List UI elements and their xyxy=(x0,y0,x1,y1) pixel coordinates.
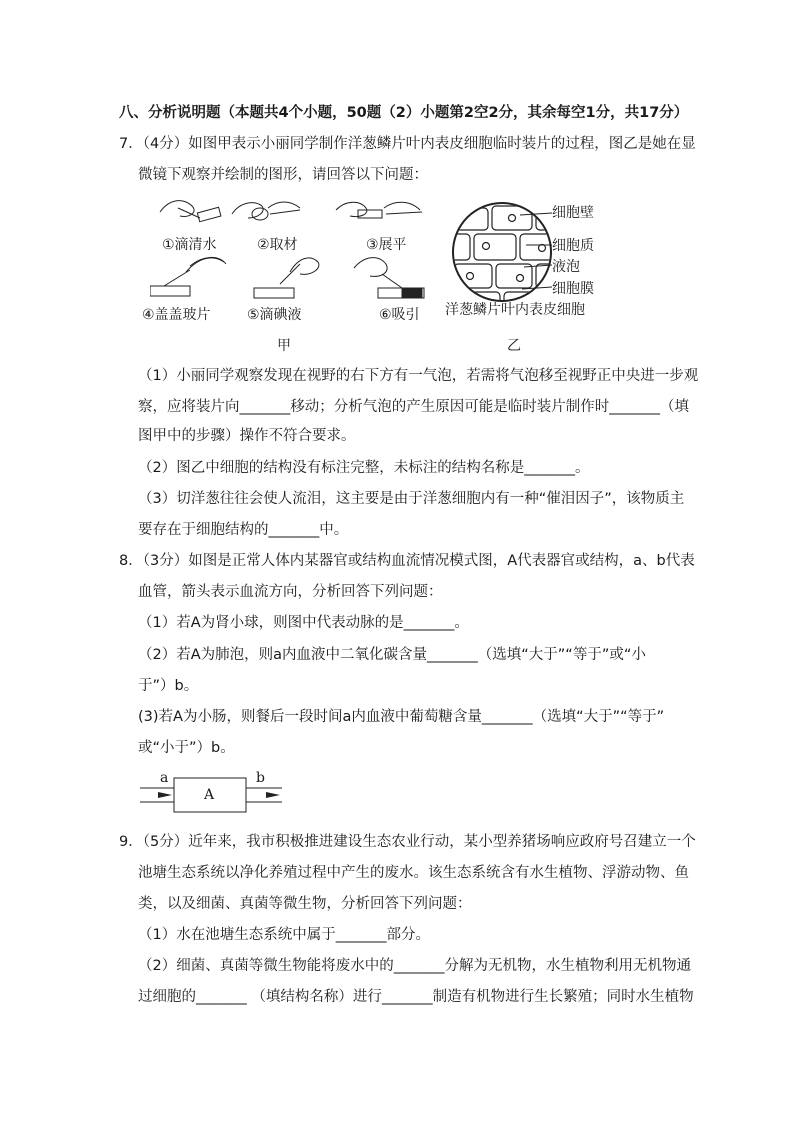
vessel-a-label: a xyxy=(160,770,169,786)
arrow-in-icon xyxy=(158,792,172,798)
q8-part2-line2: 于”）b。 xyxy=(138,678,199,694)
q9-part1: （1）水在池塘生态系统中属于_______部分。 xyxy=(138,927,430,943)
q8-stem-line2: 血管，箭头表示血流方向，分析回答下列问题： xyxy=(138,584,443,600)
step3-drawing xyxy=(336,202,422,218)
q9-stem-line3: 类，以及细菌、真菌等微生物，分析回答下列问题： xyxy=(138,896,472,912)
q7-stem-line2: 微镜下观察并绘制的图形，请回答以下问题： xyxy=(138,167,428,183)
step6-drawing xyxy=(354,258,424,298)
q7-part3-line2: 要存在于细胞结构的_______中。 xyxy=(138,522,349,538)
q8-part3-line1: (3)若A为小肠，则餐后一段时间a内血液中葡萄糖含量_______（选填“大于”“等于” xyxy=(138,709,665,725)
label-vacuole: 液泡 xyxy=(552,259,580,275)
vessel-b-label: b xyxy=(256,770,265,786)
step2-drawing xyxy=(232,202,300,220)
label-cytoplasm: 细胞质 xyxy=(552,238,594,254)
q7-part1-line1: （1）小丽同学观察发现在视野的右下方有一气泡，若需将气泡移至视野正中央进一步观 xyxy=(138,368,699,384)
q8-stem-line1: 8．（3分）如图是正常人体内某器官或结构血流情况模式图，A代表器官或结构，a、b代表 xyxy=(119,553,695,569)
step4-drawing xyxy=(150,257,226,296)
q8-part2-line1: （2）若A为肺泡，则a内血液中二氧化碳含量_______（选填“大于”“等于”或“小 xyxy=(138,647,646,663)
q9-part2-line2: 过细胞的_______ （填结构名称）进行_______制造有机物进行生长繁殖；同时水生植物 xyxy=(138,989,694,1005)
q9-stem-line2: 池塘生态系统以净化养殖过程中产生的废水。该生态系统含有水生植物、浮游动物、鱼 xyxy=(138,865,689,881)
step5-drawing xyxy=(254,258,319,298)
q7-part1-line2: 察，应将装片向_______移动；分析气泡的产生原因可能是临时装片制作时_______（填 xyxy=(138,399,689,415)
q7-stem-line1: 7．（4分）如图甲表示小丽同学制作洋葱鳞片叶内表皮细胞临时装片的过程，图乙是她在显 xyxy=(119,136,696,152)
step-label-2: ②取材 xyxy=(257,237,298,253)
step-label-1: ①滴清水 xyxy=(162,237,217,253)
q7-part3-line1: （3）切洋葱往往会使人流泪，这主要是由于洋葱细胞内有一种“催泪因子”，该物质主 xyxy=(138,491,685,507)
label-cell-wall: 细胞壁 xyxy=(552,205,594,221)
q7-part1-line3: 图甲中的步骤）操作不符合要求。 xyxy=(138,428,356,444)
figure-yi-pointers xyxy=(520,205,556,300)
step1-drawing xyxy=(160,201,221,222)
step-label-3: ③展平 xyxy=(366,237,407,253)
q9-stem-line1: 9．（5分）近年来，我市积极推进建设生态农业行动，某小型养猪场响应政府号召建立一个 xyxy=(119,834,696,850)
arrow-out-icon xyxy=(266,792,280,798)
step-label-4: ④盖盖玻片 xyxy=(142,307,211,323)
figure-yi-caption: 乙 xyxy=(507,338,521,354)
step-label-6: ⑥吸引 xyxy=(379,307,420,323)
figure-jia-illustrations xyxy=(150,192,440,322)
section-heading: 八、分析说明题（本题共4个小题，50题（2）小题第2空2分，其余每空1分，共17分） xyxy=(119,105,689,121)
q7-part2: （2）图乙中细胞的结构没有标注完整，未标注的结构名称是_______。 xyxy=(138,460,590,476)
organ-a-label: A xyxy=(204,787,215,803)
figure-jia-caption: 甲 xyxy=(277,338,291,354)
label-cell-membrane: 细胞膜 xyxy=(552,281,594,297)
figure-yi-title: 洋葱鳞片叶内表皮细胞 xyxy=(445,302,585,318)
q8-part3-line2: 或“小于”）b。 xyxy=(138,740,235,756)
q9-part2-line1: （2）细菌、真菌等微生物能将废水中的_______分解为无机物，水生植物利用无机物通 xyxy=(138,958,691,974)
q8-part1: （1）若A为肾小球，则图中代表动脉的是_______。 xyxy=(138,615,469,631)
step-label-5: ⑤滴碘液 xyxy=(247,307,302,323)
